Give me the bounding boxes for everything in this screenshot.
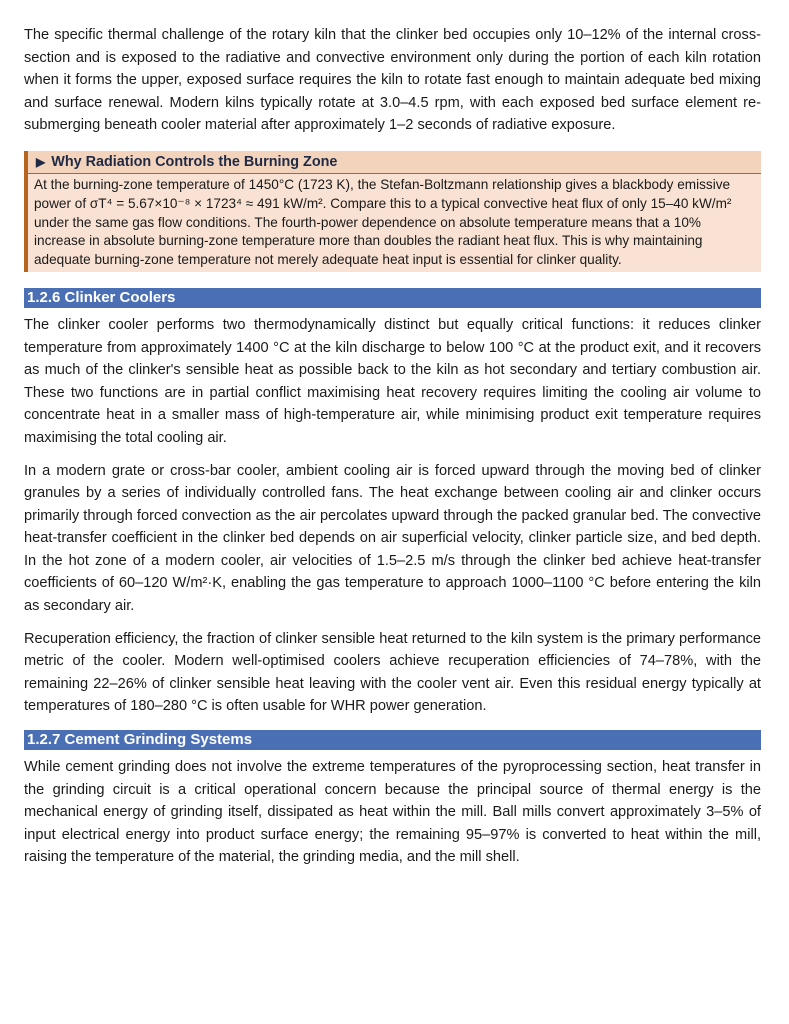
section-heading-cement-grinding: 1.2.7 Cement Grinding Systems (24, 730, 761, 750)
section-heading-clinker-coolers: 1.2.6 Clinker Coolers (24, 288, 761, 308)
callout-header (28, 151, 761, 174)
clinker-coolers-paragraph-3: Recuperation efficiency, the fraction of clinker sensible heat returned to the kiln system is the primary performance metric of the cooler. Modern well-optimised coolers achieve recuperation efficiencies of 74–78%, with the remaining 22–26% of clinker sensible heat leaving with the cooler vent air. Even this residual energy typically at temperatures of 180–280 °C is often usable for WHR power generation. (24, 630, 761, 715)
document-page (24, 24, 761, 879)
callout-box (24, 151, 761, 272)
cement-grinding-paragraph-1: While cement grinding does not involve the extreme temperatures of the pyroprocessing section, heat transfer in the grinding circuit is a critical operational concern because the principal source of thermal energy is the mechanical energy of grinding itself, dissipated as heat within the mill. Ball mills convert approximately 3–5% of input electrical energy into product surface energy; the remaining 95–97% is converted to heat within the mill, raising the temperature of the material, the grinding media, and the mill shell. (24, 759, 761, 866)
callout-title: Why Radiation Controls the Burning Zone (51, 153, 338, 170)
clinker-coolers-paragraph-1: The clinker cooler performs two thermodynamically distinct but equally critical functions: it reduces clinker temperature from approximately 1400 °C at the kiln discharge to below 100 °C at the product exit, and it recovers as much of the clinker's sensible heat as possible back to the kiln as hot secondary and tertiary combustion air. These two functions are in partial conflict maximising heat recovery requires limiting the cooling air volume to concentrate heat in a smaller mass of high-temperature air, while minimising product exit temperature requires maximising the total cooling air. (24, 316, 761, 446)
play-triangle-icon: ▶ (36, 154, 46, 169)
intro-paragraph: The specific thermal challenge of the rotary kiln that the clinker bed occupies only 10–12% of the internal cross-section and is exposed to the radiative and convective environment only during the portion of each kiln rotation when it forms the upper, exposed surface requires the kiln to rotate fast enough to maintain adequate bed mixing and surface renewal. Modern kilns typically rotate at 3.0–4.5 rpm, with each exposed bed surface element re-submerging beneath cooler material after approximately 1–2 seconds of radiative exposure. (24, 27, 761, 134)
callout-body: At the burning-zone temperature of 1450°C (1723 K), the Stefan-Boltzmann relationship gives a blackbody emissive power of σT⁴ = 5.67×10⁻⁸ × 1723⁴ ≈ 491 kW/m². Compare this to a typical convective heat flux of only 15–40 kW/m² under the same gas flow conditions. The fourth-power dependence on absolute temperature means that a 10% increase in absolute burning-zone temperature more than doubles the radiant heat flux. This is why maintaining adequate burning-zone temperature not merely adequate heat input is essential for clinker quality. (34, 176, 732, 268)
clinker-coolers-paragraph-2: In a modern grate or cross-bar cooler, ambient cooling air is forced upward through the moving bed of clinker granules by a series of individually controlled fans. The heat exchange between cooling air and clinker occurs primarily through forced convection as the air percolates upward through the packed granular bed. The convective heat-transfer coefficient in the clinker bed depends on air superficial velocity, clinker particle size, and bed depth. In the hot zone of a modern cooler, air velocities of 1.5–2.5 m/s through the clinker bed achieve heat-transfer coefficients of 60–120 W/m²·K, enabling the gas temperature to approach 1000–1100 °C before entering the kiln as secondary air. (24, 462, 761, 615)
